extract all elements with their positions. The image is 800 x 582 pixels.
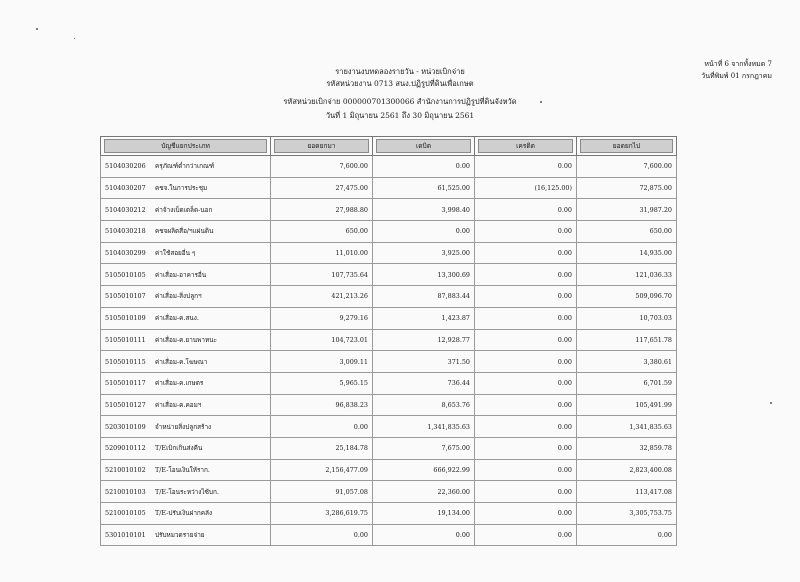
account-code: 5104030212 xyxy=(105,205,146,214)
brought-forward-cell: 0.00 xyxy=(271,524,373,546)
account-cell xyxy=(101,199,271,221)
table-row xyxy=(101,264,677,286)
brought-forward-cell: 3,286,619.75 xyxy=(271,503,373,525)
debit-cell: 0.00 xyxy=(373,524,475,546)
table-row xyxy=(101,221,677,243)
account-cell xyxy=(101,156,271,178)
account-name: ครุภัณฑ์ต่ำกว่าเกณฑ์ xyxy=(155,162,215,171)
table-row xyxy=(101,177,677,199)
account-code: 5104030218 xyxy=(105,227,146,236)
account-name: T/E-โอนระหว่างไซ้บก. xyxy=(155,487,219,496)
account-name: คชจผลิตสื่อ/ฯแผ่นดิน xyxy=(155,227,214,236)
account-code: 5203010109 xyxy=(105,422,146,431)
table-row xyxy=(101,503,677,525)
table-row xyxy=(101,459,677,481)
carried-forward-cell: 14,935.00 xyxy=(577,242,677,264)
trial-balance-table xyxy=(100,136,677,546)
scan-speck xyxy=(770,402,772,404)
account-code: 5105010111 xyxy=(105,335,146,344)
account-code: 5105010109 xyxy=(105,314,146,323)
brought-forward-cell: 9,279.16 xyxy=(271,307,373,329)
credit-cell: 0.00 xyxy=(475,459,577,481)
account-cell xyxy=(101,503,271,525)
col-header-label: เครดิต xyxy=(478,139,573,153)
debit-cell: 22,360.00 xyxy=(373,481,475,503)
col-header-brought-forward xyxy=(271,137,373,156)
col-header-label: เดบิต xyxy=(376,139,471,153)
debit-cell: 371.50 xyxy=(373,351,475,373)
brought-forward-cell: 25,184.78 xyxy=(271,437,373,459)
account-code: 5105010127 xyxy=(105,400,146,409)
credit-cell: 0.00 xyxy=(475,286,577,308)
debit-cell: 19,134.00 xyxy=(373,503,475,525)
print-date: วันที่พิมพ์ 01 กรกฎาคม xyxy=(701,72,772,80)
account-name: ค่าเสื่อม-ค.สนง. xyxy=(155,314,199,323)
debit-cell: 0.00 xyxy=(373,221,475,243)
account-name: ค่าเสื่อม-ค.เกษตร xyxy=(155,379,204,388)
debit-cell: 61,525.00 xyxy=(373,177,475,199)
col-header-label: บัญชีแยกประเภท xyxy=(104,139,267,153)
table-row xyxy=(101,351,677,373)
account-code: 5301010101 xyxy=(105,531,146,540)
scan-speck xyxy=(540,101,542,103)
col-header-label: ยอดยกมา xyxy=(274,139,369,153)
account-name: ค่าเสื่อม-ค.ยานพาหนะ xyxy=(155,335,217,344)
debit-cell: 12,928.77 xyxy=(373,329,475,351)
carried-forward-cell: 3,305,753.75 xyxy=(577,503,677,525)
brought-forward-cell: 107,735.64 xyxy=(271,264,373,286)
carried-forward-cell: 113,417.08 xyxy=(577,481,677,503)
account-cell xyxy=(101,264,271,286)
carried-forward-cell: 121,036.33 xyxy=(577,264,677,286)
date-range: วันที่ 1 มิถุนายน 2561 ถึง 30 มิถุนายน 2561 xyxy=(325,111,475,120)
credit-cell: 0.00 xyxy=(475,394,577,416)
brought-forward-cell: 104,723.01 xyxy=(271,329,373,351)
carried-forward-cell: 3,380.61 xyxy=(577,351,677,373)
credit-cell: 0.00 xyxy=(475,351,577,373)
account-name: ค่าเสื่อม-ค.คอมฯ xyxy=(155,400,202,409)
table-row xyxy=(101,156,677,178)
account-cell xyxy=(101,524,271,546)
brought-forward-cell: 96,838.23 xyxy=(271,394,373,416)
brought-forward-cell: 7,600.00 xyxy=(271,156,373,178)
account-name: จำหน่ายสิ่งปลูกสร้าง xyxy=(155,422,212,431)
account-code: 5210010105 xyxy=(105,509,146,518)
account-name: ค่าใช้สอยอื่น ๆ xyxy=(155,249,196,258)
page-number: หน้าที่ 6 จากทั้งหมด 7 xyxy=(704,60,772,68)
brought-forward-cell: 91,057.08 xyxy=(271,481,373,503)
carried-forward-cell: 0.00 xyxy=(577,524,677,546)
account-cell xyxy=(101,307,271,329)
table-row xyxy=(101,437,677,459)
account-code: 5210010102 xyxy=(105,465,146,474)
col-header-account xyxy=(101,137,271,156)
account-code: 5105010115 xyxy=(105,357,146,366)
account-cell xyxy=(101,459,271,481)
credit-cell: 0.00 xyxy=(475,329,577,351)
debit-cell: 3,925.00 xyxy=(373,242,475,264)
account-code: 5209010112 xyxy=(105,444,146,453)
table-row xyxy=(101,524,677,546)
carried-forward-cell: 509,096.70 xyxy=(577,286,677,308)
agency-line: รหัสหน่วยงาน 0713 สนง.ปฏิรูปที่ดินเพื่อเกษต xyxy=(326,79,474,88)
account-name: ค่าเสื่อม-ค.โฆษณา xyxy=(155,357,208,366)
carried-forward-cell: 117,651.78 xyxy=(577,329,677,351)
account-code: 5104030207 xyxy=(105,184,146,193)
carried-forward-cell: 10,703.03 xyxy=(577,307,677,329)
carried-forward-cell: 7,600.00 xyxy=(577,156,677,178)
account-code: 5104030299 xyxy=(105,249,146,258)
account-name: T/Eเบิกเกินส่งคืน xyxy=(155,444,203,453)
brought-forward-cell: 2,156,477.09 xyxy=(271,459,373,481)
debit-cell: 1,423.87 xyxy=(373,307,475,329)
account-name: ค่าเสื่อม-อาคารอื่น xyxy=(155,270,207,279)
col-header-credit xyxy=(475,137,577,156)
account-cell xyxy=(101,329,271,351)
account-cell xyxy=(101,242,271,264)
account-name: ค่าเสื่อม-สิ่งปลูกฯ xyxy=(155,292,202,301)
debit-cell: 87,883.44 xyxy=(373,286,475,308)
carried-forward-cell: 72,875.00 xyxy=(577,177,677,199)
table-row xyxy=(101,286,677,308)
account-cell xyxy=(101,177,271,199)
account-code: 5105010117 xyxy=(105,379,146,388)
table-row xyxy=(101,394,677,416)
credit-cell: 0.00 xyxy=(475,372,577,394)
debit-cell: 0.00 xyxy=(373,156,475,178)
scan-speck xyxy=(36,28,38,30)
brought-forward-cell: 27,988.80 xyxy=(271,199,373,221)
table-row xyxy=(101,307,677,329)
account-cell xyxy=(101,221,271,243)
page-info xyxy=(701,58,772,82)
col-header-label: ยอดยกไป xyxy=(580,139,673,153)
account-code: 5210010103 xyxy=(105,487,146,496)
credit-cell: (16,125.00) xyxy=(475,177,577,199)
account-cell xyxy=(101,372,271,394)
credit-cell: 0.00 xyxy=(475,503,577,525)
carried-forward-cell: 31,987.20 xyxy=(577,199,677,221)
table-row xyxy=(101,416,677,438)
disbursement-unit-line: รหัสหน่วยเบิกจ่าย 000000701300066 สำนักงานการปฏิรูปที่ดินจังหวัด xyxy=(283,97,517,106)
brought-forward-cell: 421,213.26 xyxy=(271,286,373,308)
account-name: T/E-โอนเงินให้ราก. xyxy=(155,465,210,474)
debit-cell: 1,341,835.63 xyxy=(373,416,475,438)
account-cell xyxy=(101,437,271,459)
carried-forward-cell: 650.00 xyxy=(577,221,677,243)
carried-forward-cell: 6,701.59 xyxy=(577,372,677,394)
brought-forward-cell: 3,009.11 xyxy=(271,351,373,373)
carried-forward-cell: 2,823,400.08 xyxy=(577,459,677,481)
account-name: ค่าจ้างเบ็ดเตล็ด-นอก xyxy=(155,205,213,214)
scan-speck xyxy=(74,38,75,39)
debit-cell: 7,675.00 xyxy=(373,437,475,459)
account-code: 5105010105 xyxy=(105,270,146,279)
table-row xyxy=(101,372,677,394)
credit-cell: 0.00 xyxy=(475,242,577,264)
credit-cell: 0.00 xyxy=(475,264,577,286)
account-name: T/E-ปรับเงินฝากคลัง xyxy=(155,509,213,518)
credit-cell: 0.00 xyxy=(475,481,577,503)
account-cell xyxy=(101,351,271,373)
brought-forward-cell: 5,965.15 xyxy=(271,372,373,394)
table-row xyxy=(101,199,677,221)
debit-cell: 8,653.76 xyxy=(373,394,475,416)
table-header-row xyxy=(101,137,677,156)
credit-cell: 0.00 xyxy=(475,156,577,178)
credit-cell: 0.00 xyxy=(475,199,577,221)
brought-forward-cell: 27,475.00 xyxy=(271,177,373,199)
credit-cell: 0.00 xyxy=(475,307,577,329)
carried-forward-cell: 105,491.99 xyxy=(577,394,677,416)
table-row xyxy=(101,242,677,264)
account-name: ปรับหมวดรายจ่าย xyxy=(155,531,205,540)
brought-forward-cell: 0.00 xyxy=(271,416,373,438)
debit-cell: 736.44 xyxy=(373,372,475,394)
account-code: 5105010107 xyxy=(105,292,146,301)
brought-forward-cell: 650.00 xyxy=(271,221,373,243)
credit-cell: 0.00 xyxy=(475,221,577,243)
account-code: 5104030206 xyxy=(105,162,146,171)
col-header-debit xyxy=(373,137,475,156)
credit-cell: 0.00 xyxy=(475,437,577,459)
table-row xyxy=(101,481,677,503)
account-cell xyxy=(101,394,271,416)
debit-cell: 666,922.99 xyxy=(373,459,475,481)
account-cell xyxy=(101,416,271,438)
col-header-carried-forward xyxy=(577,137,677,156)
debit-cell: 13,300.69 xyxy=(373,264,475,286)
table-row xyxy=(101,329,677,351)
credit-cell: 0.00 xyxy=(475,416,577,438)
carried-forward-cell: 1,341,835.63 xyxy=(577,416,677,438)
account-cell xyxy=(101,481,271,503)
debit-cell: 3,998.40 xyxy=(373,199,475,221)
report-title: รายงานงบทดลองรายวัน - หน่วยเบิกจ่าย xyxy=(335,67,465,76)
credit-cell: 0.00 xyxy=(475,524,577,546)
brought-forward-cell: 11,010.00 xyxy=(271,242,373,264)
carried-forward-cell: 32,859.78 xyxy=(577,437,677,459)
account-cell xyxy=(101,286,271,308)
account-name: คชจ.ในการประชุม xyxy=(155,184,208,193)
